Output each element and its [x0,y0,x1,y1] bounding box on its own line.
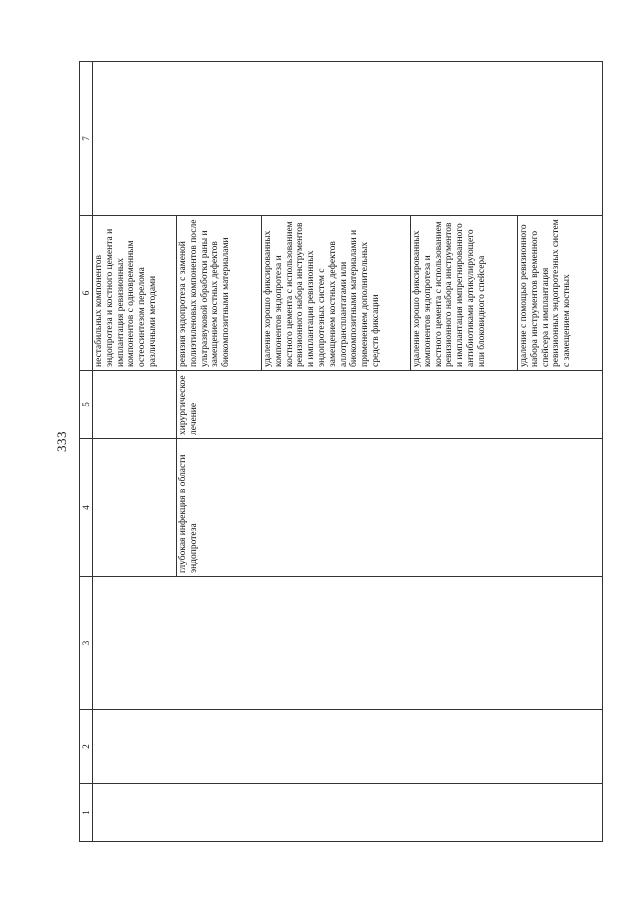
header-col-6: 6 [80,216,93,371]
header-row [80,62,93,842]
header-col-5: 5 [80,371,93,439]
cell-col-2 [93,710,603,784]
cell-col-6: нестабильных компонентов эндопротеза и костного цемента и имплантация ревизионных компонентов с одновременным остеосинтезом перелома различными методами [93,216,177,371]
method-cell: удаление хорошо фиксированных компонентов эндопротеза и костного цемента с использованием ревизионного набора инструментов и имплантация импрегнированного антибиотиками артикулирующего или блоковидного спейсера [411,216,518,371]
table-row [93,62,177,842]
header-col-2: 2 [80,710,93,784]
medical-care-table [79,61,603,842]
method-cell: удаление с помощью ревизионного набора инструментов временного спейсера и имплантация ревизионных эндопротезных систем с замещением костных [518,216,603,371]
treatment-type-cell: хирургическое лечение [177,371,603,439]
table-container [79,62,603,842]
header-col-3: 3 [80,577,93,710]
header-col-4: 4 [80,439,93,577]
method-cell: ревизия эндопротеза с заменой полиэтиленовых компонентов после ультразвуковой обработки раны и замещением костных дефектов биокомпозитными материалами [177,216,262,371]
header-col-1: 1 [80,784,93,842]
cell-col-7 [93,62,603,216]
cell-col-5 [93,371,177,439]
page-number: 333 [54,431,69,452]
cell-col-1 [93,784,603,842]
header-col-7: 7 [80,62,93,216]
cell-col-3 [93,577,603,710]
cell-col-4 [93,439,177,577]
diagnosis-cell: глубокая инфекция в области эндопротеза [177,439,603,577]
method-cell: удаление хорошо фиксированных компонентов эндопротеза и костного цемента с использованием ревизионного набора инструментов и имплантация ревизионных эндопротезных систем с замещением костных дефектов аллотрансплантатами или биокомпозитными материалами и применением дополнительных средств фиксации [262,216,411,371]
